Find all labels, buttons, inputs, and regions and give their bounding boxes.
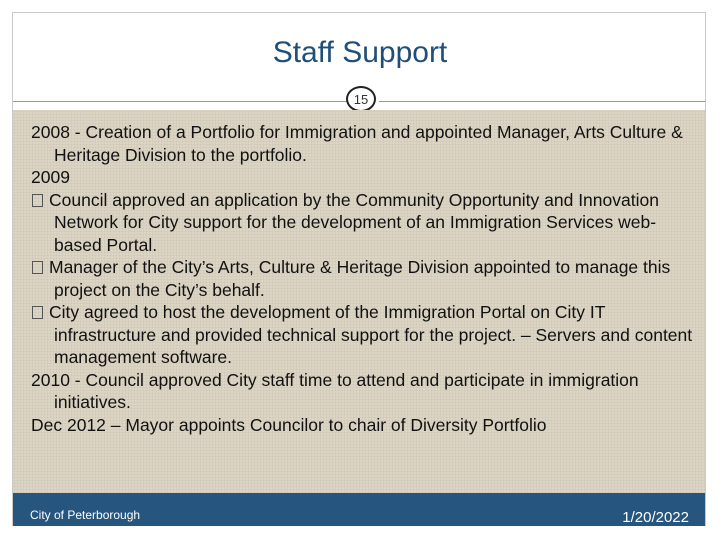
slide-title: Staff Support [272, 36, 448, 69]
paragraph [31, 414, 696, 437]
square-bullet-icon [32, 306, 43, 319]
content-area [13, 110, 705, 493]
paragraph-text: Dec 2012 – Mayor appoints Councilor to chair of Diversity Portfolio [31, 414, 547, 435]
bullet-item [31, 256, 696, 301]
square-bullet-icon [32, 261, 43, 274]
footer-date: 1/20/2022 [622, 509, 689, 526]
paragraph [31, 166, 696, 189]
paragraph-text: Manager of the City’s Arts, Culture & Heritage Division appointed to manage this project on the City’s behalf. [49, 257, 671, 300]
paragraph-text: 2009 [31, 167, 70, 187]
paragraph [31, 121, 696, 166]
slide-number: 15 [353, 91, 369, 107]
bullet-item [31, 189, 696, 257]
paragraph-text: City agreed to host the development of the Immigration Portal on City IT infrastructure and provided technical support for the project. – Servers and content management software. [49, 302, 693, 367]
paragraph-text: 2008 - Creation of a Portfolio for Immigration and appointed Manager, Arts Culture & Heritage Division to the portfolio. [31, 122, 683, 165]
title-rule-left [13, 101, 348, 102]
slide-number-badge [346, 86, 376, 112]
footer-organization: City of Peterborough [30, 508, 141, 522]
paragraph [31, 369, 696, 414]
footer-bar [13, 493, 705, 526]
paragraph-text: 2010 - Council approved City staff time to attend and participate in immigration initiatives. [31, 369, 639, 412]
square-bullet-icon [32, 194, 43, 207]
bullet-item [31, 301, 696, 369]
title-rule-right [379, 101, 705, 102]
paragraph-text: Council approved an application by the Community Opportunity and Innovation Network for City support for the development of an Immigration Services web-based Portal. [49, 189, 659, 255]
body-text [31, 121, 696, 436]
